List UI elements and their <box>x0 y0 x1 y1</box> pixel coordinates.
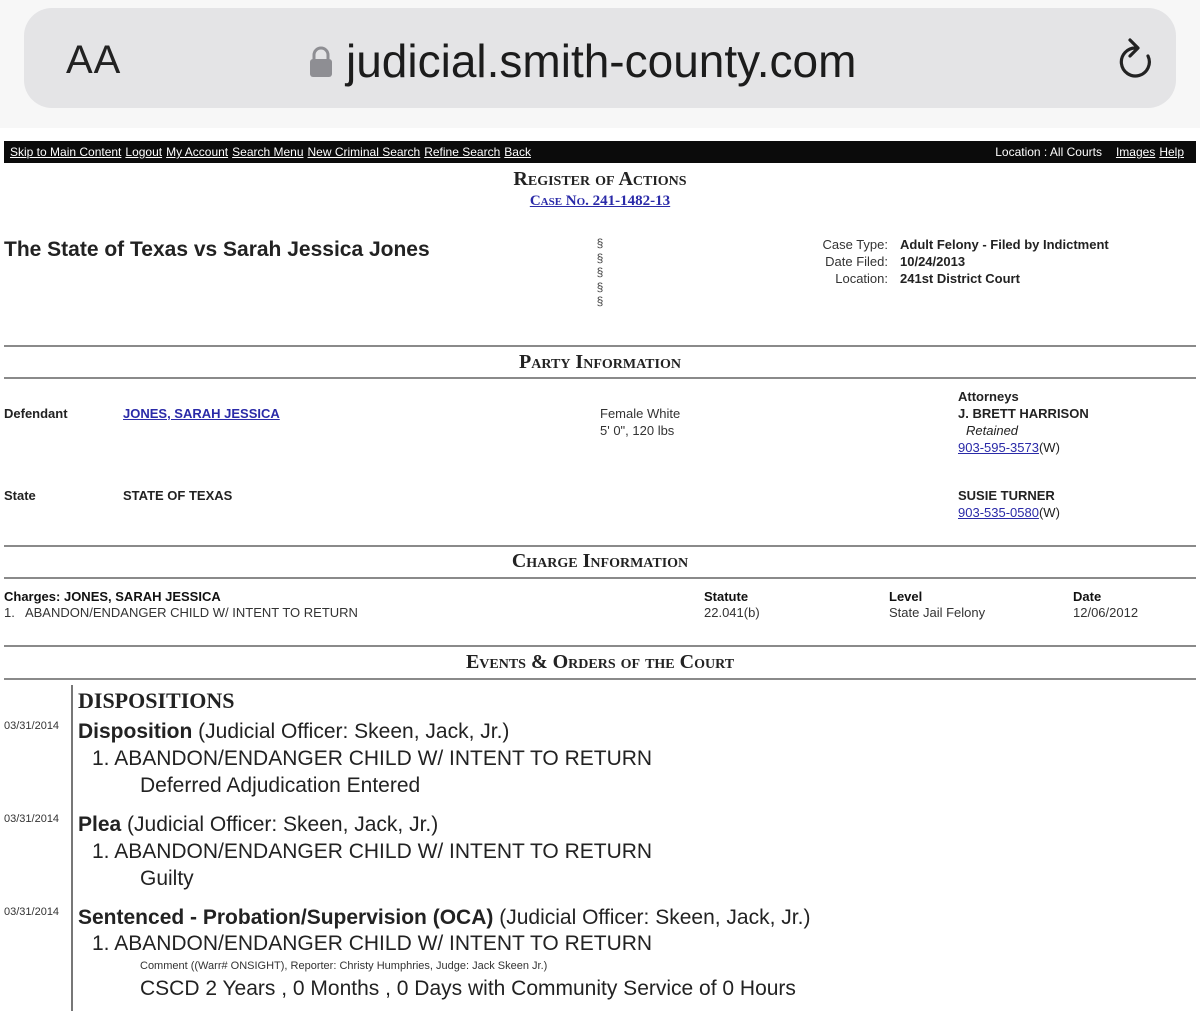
charges-header: Charges: JONES, SARAH JESSICA <box>4 589 221 604</box>
nav-images-link[interactable]: Images <box>1115 145 1156 159</box>
nav-new-criminal-search-link[interactable]: New Criminal Search <box>307 145 421 159</box>
state-name: STATE OF TEXAS <box>123 488 233 503</box>
event-charge: 1. ABANDON/ENDANGER CHILD W/ INTENT TO RETURN <box>92 932 653 955</box>
attorney2-phone-link[interactable]: 903-535-0580 <box>958 505 1039 520</box>
charge-statute: 22.041(b) <box>704 605 760 620</box>
charge-level: State Jail Felony <box>889 605 986 620</box>
url-field[interactable]: judicial.smith-county.com <box>346 35 857 87</box>
event-charge: 1. ABANDON/ENDANGER CHILD W/ INTENT TO RETURN <box>92 840 653 863</box>
divider <box>4 645 1196 647</box>
party-information-heading: Party Information <box>519 351 681 373</box>
statute-header: Statute <box>704 589 749 604</box>
dispositions-heading: DISPOSITIONS <box>78 688 235 713</box>
event-comment: Comment ((Warr# ONSIGHT), Reporter: Christy Humphries, Judge: Jack Skeen Jr.) <box>140 960 548 972</box>
event-date: 03/31/2014 <box>4 813 60 825</box>
charge-date: 12/06/2012 <box>1073 605 1139 620</box>
nav-skip-link[interactable]: Skip to Main Content <box>10 145 122 159</box>
lock-icon <box>308 46 334 78</box>
text-size-button[interactable]: AA <box>66 38 122 82</box>
event-date: 03/31/2014 <box>4 906 60 918</box>
top-nav-bar <box>4 141 1196 163</box>
browser-chrome <box>0 0 1200 128</box>
nav-refine-search-link[interactable]: Refine Search <box>424 145 501 159</box>
location-row: Location: 241st District Court <box>835 271 1020 286</box>
case-title: The State of Texas vs Sarah Jessica Jones <box>4 238 430 261</box>
nav-back-link[interactable]: Back <box>504 145 531 159</box>
charge-information-heading: Charge Information <box>511 550 689 572</box>
date-filed-row: Date Filed: 10/24/2013 <box>825 254 966 269</box>
divider <box>4 345 1196 347</box>
section-marks: § § § § § <box>596 236 604 308</box>
case-number-container <box>0 192 1200 210</box>
date-header: Date <box>1073 589 1102 604</box>
event-title: Sentenced - Probation/Supervision (OCA) (Judicial Officer: Skeen, Jack, Jr.) <box>78 906 811 929</box>
defendant-description: Female White 5' 0", 120 lbs <box>600 406 681 438</box>
divider <box>4 678 1196 680</box>
charge-item: 1. ABANDON/ENDANGER CHILD W/ INTENT TO RETURN <box>4 605 358 620</box>
case-type-row: Case Type: Adult Felony - Filed by Indictment <box>822 237 1109 252</box>
attorney1-phone-link[interactable]: 903-595-3573 <box>958 440 1039 455</box>
level-header: Level <box>889 589 923 604</box>
divider <box>4 577 1196 579</box>
defendant-name-link[interactable]: JONES, SARAH JESSICA <box>123 406 280 421</box>
event-title: Disposition (Judicial Officer: Skeen, Jack, Jr.) <box>78 720 510 743</box>
nav-help-link[interactable]: Help <box>1159 145 1184 159</box>
case-number-link[interactable]: Case No. 241-1482-13 <box>529 193 671 209</box>
divider <box>4 545 1196 547</box>
event-result: Guilty <box>140 867 194 890</box>
divider <box>4 377 1196 379</box>
nav-my-account-link[interactable]: My Account <box>166 145 229 159</box>
address-bar[interactable] <box>24 8 1176 108</box>
state-attorney: SUSIE TURNER 903-535-0580(W) <box>958 488 1060 520</box>
location-text: Location : All Courts <box>995 145 1102 159</box>
page-title: Register of Actions <box>513 168 687 190</box>
event-charge: 1. ABANDON/ENDANGER CHILD W/ INTENT TO RETURN <box>92 747 653 770</box>
events-timeline-line <box>71 685 73 1011</box>
event-title: Plea (Judicial Officer: Skeen, Jack, Jr.) <box>78 813 439 836</box>
event-result: CSCD 2 Years , 0 Months , 0 Days with Community Service of 0 Hours <box>140 977 796 1000</box>
defendant-attorney: Attorneys J. BRETT HARRISON Retained 903-595-3573(W) <box>958 389 1089 455</box>
events-heading: Events & Orders of the Court <box>465 651 735 673</box>
event-result: Deferred Adjudication Entered <box>140 774 421 797</box>
defendant-label: Defendant <box>4 406 68 421</box>
nav-logout-link[interactable]: Logout <box>125 145 163 159</box>
case-meta <box>800 236 1109 287</box>
event-date: 03/31/2014 <box>4 720 60 732</box>
nav-search-menu-link[interactable]: Search Menu <box>232 145 304 159</box>
state-label: State <box>4 488 36 503</box>
reload-icon[interactable] <box>1114 36 1158 86</box>
